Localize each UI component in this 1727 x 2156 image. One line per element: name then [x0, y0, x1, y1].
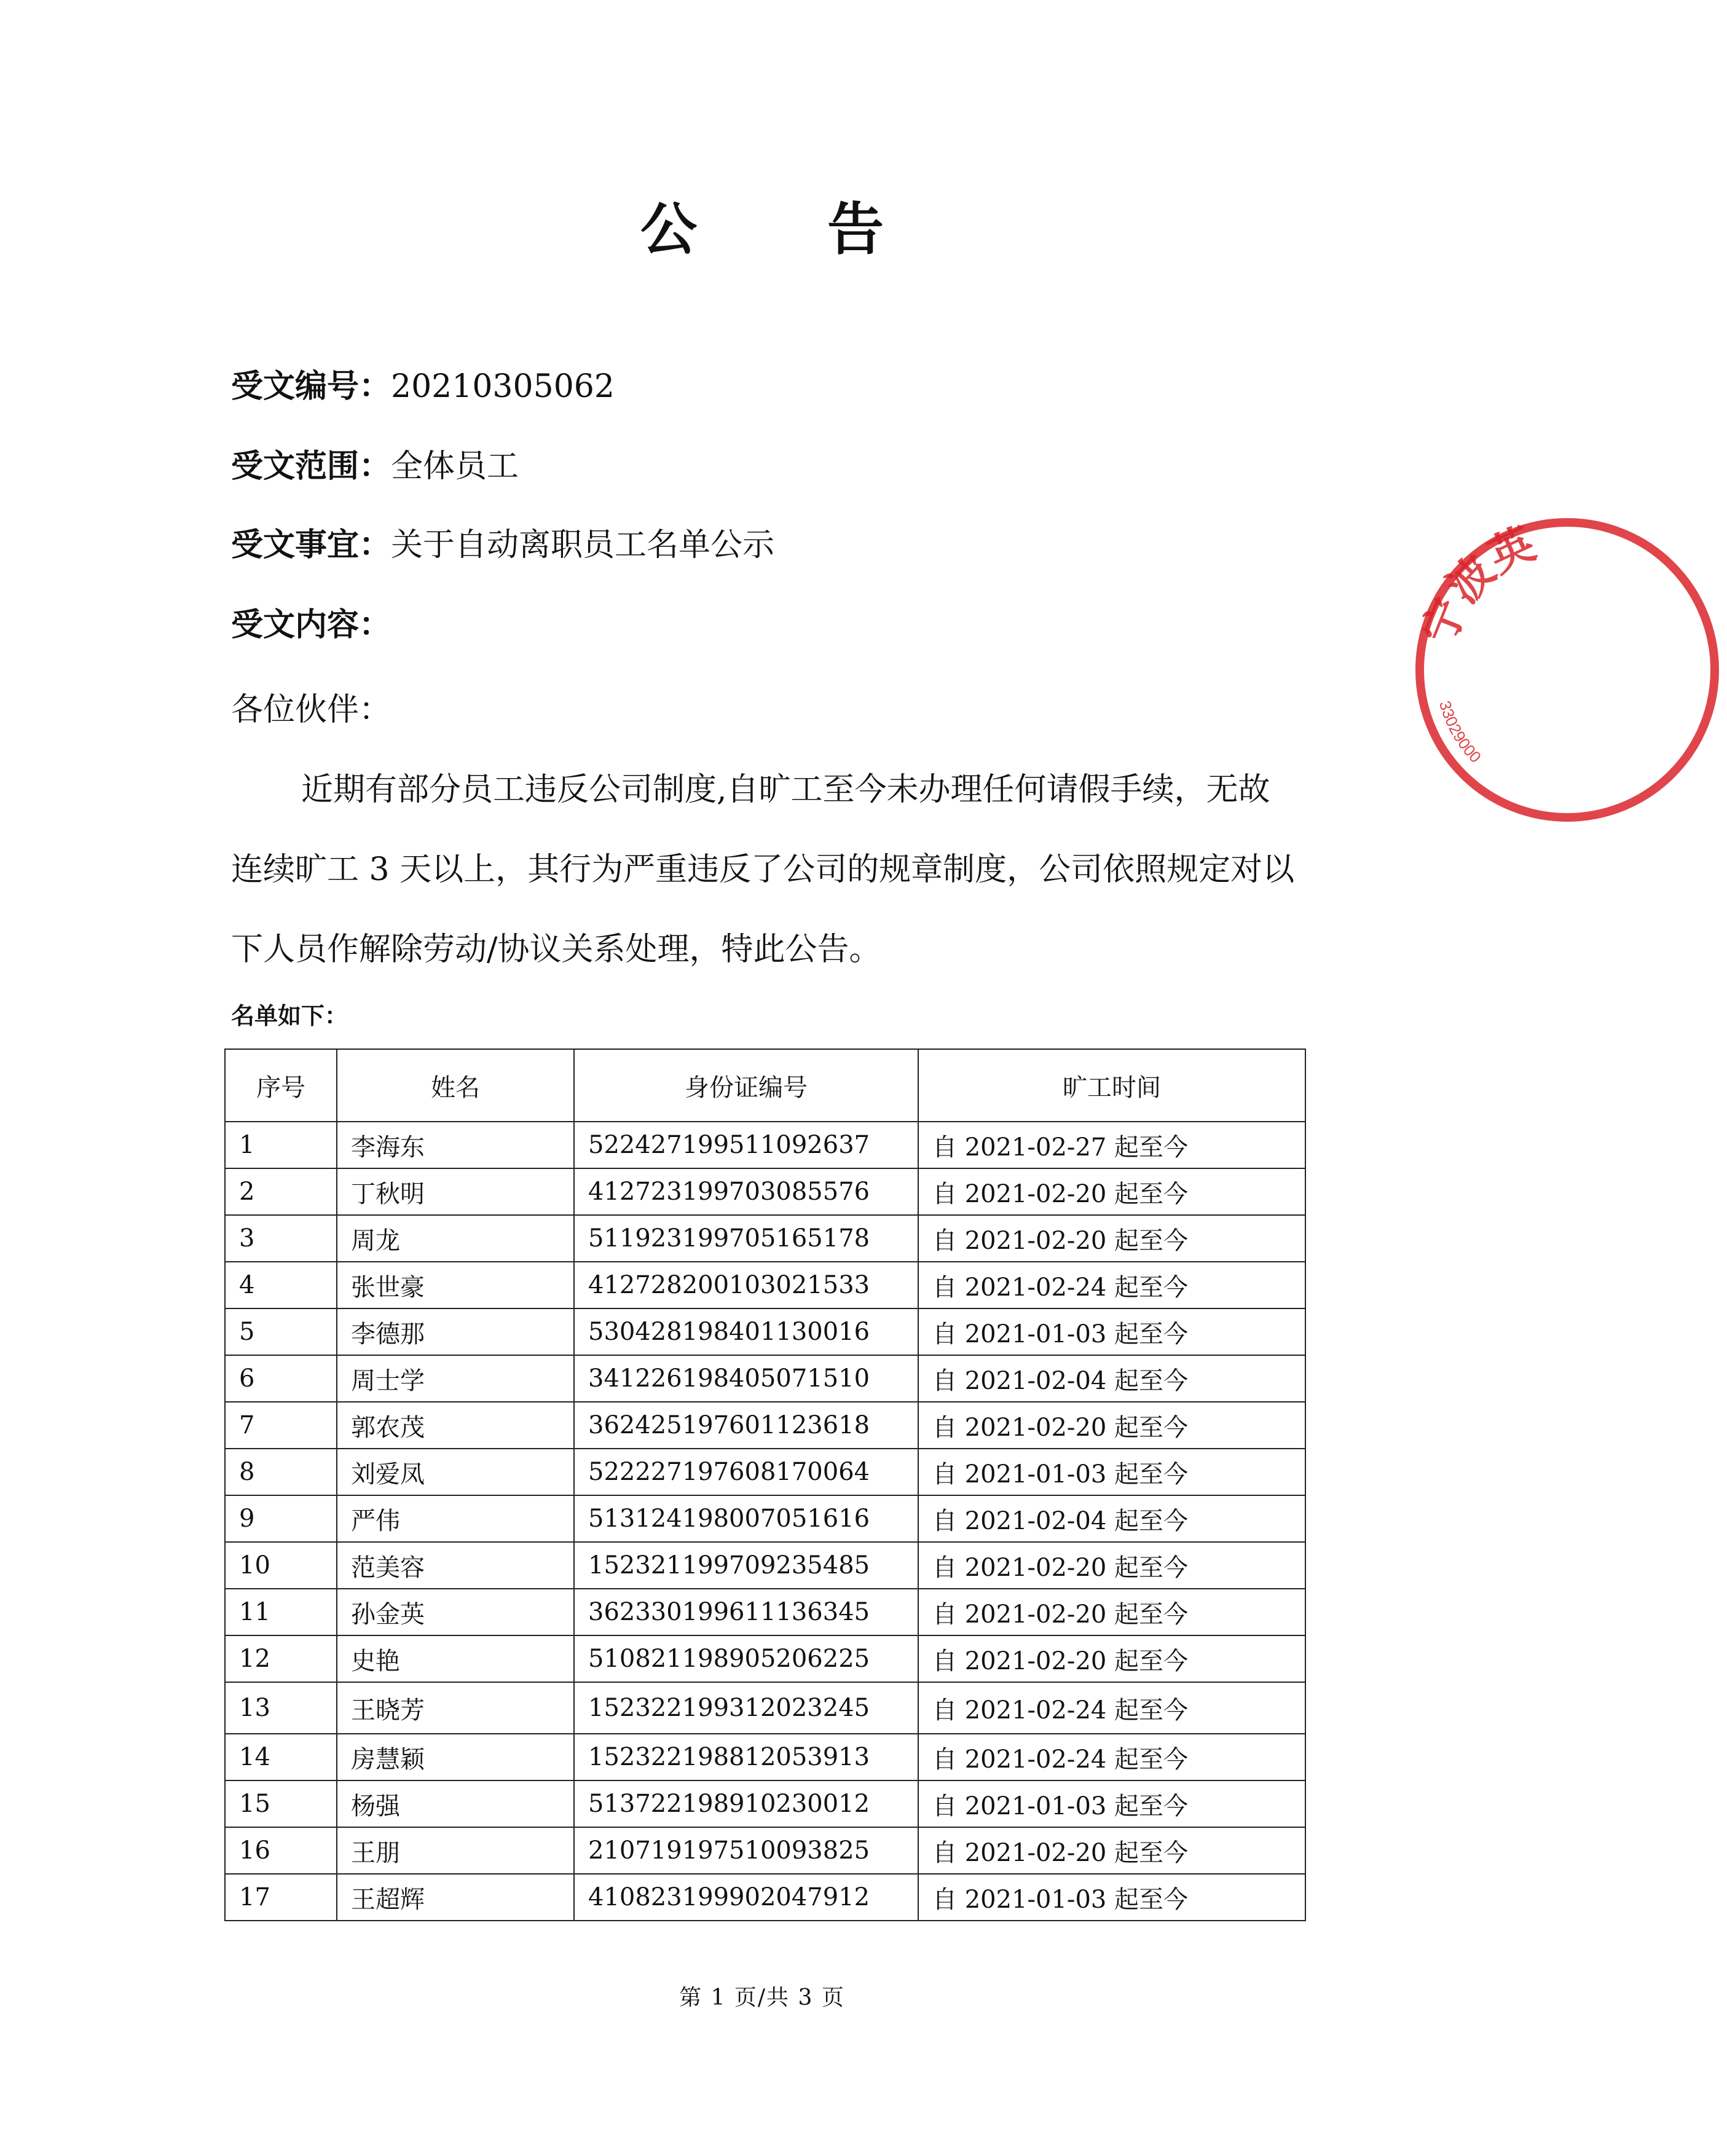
field-value: 关于自动离职员工名单公示: [391, 527, 775, 564]
field-content: [231, 605, 391, 645]
cell-index: 6: [225, 1355, 337, 1402]
seal-number: 33029000: [1435, 698, 1485, 766]
cell-index: 8: [225, 1449, 337, 1495]
cell-absence-date: 自 2021-02-24 起至今: [918, 1682, 1305, 1734]
field-doc-number: [231, 366, 615, 407]
table-row: [225, 1589, 1305, 1635]
greeting: 各位伙伴：: [231, 691, 391, 728]
employee-table: [224, 1048, 1306, 1921]
cell-absence-date: 自 2021-02-24 起至今: [918, 1262, 1305, 1308]
cell-name: 史艳: [337, 1635, 574, 1682]
table-row: [225, 1449, 1305, 1495]
table-row: [225, 1168, 1305, 1215]
cell-absence-date: 自 2021-02-20 起至今: [918, 1168, 1305, 1215]
field-label: 受文内容：: [231, 606, 391, 643]
table-row: [225, 1682, 1305, 1734]
page-title: 公 告: [640, 196, 940, 262]
cell-absence-date: 自 2021-02-20 起至今: [918, 1827, 1305, 1874]
header-id-number: 身份证编号: [574, 1049, 918, 1122]
header-index: 序号: [225, 1049, 337, 1122]
cell-name: 周士学: [337, 1355, 574, 1402]
table-row: [225, 1262, 1305, 1308]
field-value: 全体员工: [391, 448, 519, 485]
cell-index: 1: [225, 1122, 337, 1168]
body-paragraph: 近期有部分员工违反公司制度,自旷工至今未办理任何请假手续，无故连续旷工 3 天以上，其行为严重违反了公司的规章制度，公司依照规定对以下人员作解除劳动/协议关系处理，特此公告。: [231, 771, 1295, 968]
cell-absence-date: 自 2021-01-03 起至今: [918, 1874, 1305, 1921]
cell-index: 10: [225, 1542, 337, 1589]
field-label: 受文范围：: [231, 447, 391, 485]
table-row: [225, 1355, 1305, 1402]
cell-index: 16: [225, 1827, 337, 1874]
cell-name: 周龙: [337, 1215, 574, 1262]
cell-name: 王晓芳: [337, 1682, 574, 1734]
cell-id-number: 152322198812053913: [574, 1734, 918, 1780]
field-label: 受文事宜：: [231, 526, 391, 564]
cell-absence-date: 自 2021-02-20 起至今: [918, 1402, 1305, 1449]
cell-name: 孙金英: [337, 1589, 574, 1635]
cell-name: 郭农茂: [337, 1402, 574, 1449]
cell-id-number: 510821198905206225: [574, 1635, 918, 1682]
cell-absence-date: 自 2021-01-03 起至今: [918, 1780, 1305, 1827]
cell-name: 杨强: [337, 1780, 574, 1827]
cell-id-number: 410823199902047912: [574, 1874, 918, 1921]
header-name: 姓名: [337, 1049, 574, 1122]
svg-text:宁波英: [1414, 519, 1543, 651]
cell-index: 17: [225, 1874, 337, 1921]
table-row: [225, 1215, 1305, 1262]
cell-id-number: 522227197608170064: [574, 1449, 918, 1495]
cell-id-number: 341226198405071510: [574, 1355, 918, 1402]
cell-id-number: 362425197601123618: [574, 1402, 918, 1449]
cell-index: 3: [225, 1215, 337, 1262]
cell-absence-date: 自 2021-01-03 起至今: [918, 1308, 1305, 1355]
table-row: [225, 1635, 1305, 1682]
field-subject: [231, 525, 774, 565]
cell-id-number: 511923199705165178: [574, 1215, 918, 1262]
cell-id-number: 152322199312023245: [574, 1682, 918, 1734]
cell-name: 王超辉: [337, 1874, 574, 1921]
cell-absence-date: 自 2021-02-20 起至今: [918, 1542, 1305, 1589]
cell-index: 7: [225, 1402, 337, 1449]
table-row: [225, 1122, 1305, 1168]
table-row: [225, 1874, 1305, 1921]
table-row: [225, 1827, 1305, 1874]
table-row: [225, 1402, 1305, 1449]
field-label: 受文编号：: [231, 368, 391, 405]
cell-index: 13: [225, 1682, 337, 1734]
cell-index: 5: [225, 1308, 337, 1355]
table-header-row: [225, 1049, 1305, 1122]
field-scope: [231, 446, 519, 487]
cell-absence-date: 自 2021-02-20 起至今: [918, 1215, 1305, 1262]
company-seal: [1407, 510, 1727, 830]
field-value: 20210305062: [391, 368, 615, 405]
header-absence-date: 旷工时间: [918, 1049, 1305, 1122]
cell-name: 严伟: [337, 1495, 574, 1542]
cell-id-number: 513124198007051616: [574, 1495, 918, 1542]
cell-index: 12: [225, 1635, 337, 1682]
table-row: [225, 1734, 1305, 1780]
cell-name: 王朋: [337, 1827, 574, 1874]
cell-id-number: 362330199611136345: [574, 1589, 918, 1635]
cell-name: 房慧颖: [337, 1734, 574, 1780]
cell-name: 刘爱凤: [337, 1449, 574, 1495]
cell-name: 范美容: [337, 1542, 574, 1589]
cell-name: 李德那: [337, 1308, 574, 1355]
cell-id-number: 530428198401130016: [574, 1308, 918, 1355]
cell-id-number: 513722198910230012: [574, 1780, 918, 1827]
cell-absence-date: 自 2021-02-04 起至今: [918, 1495, 1305, 1542]
cell-absence-date: 自 2021-02-20 起至今: [918, 1589, 1305, 1635]
cell-absence-date: 自 2021-02-20 起至今: [918, 1635, 1305, 1682]
cell-id-number: 210719197510093825: [574, 1827, 918, 1874]
cell-id-number: 522427199511092637: [574, 1122, 918, 1168]
cell-name: 李海东: [337, 1122, 574, 1168]
cell-index: 14: [225, 1734, 337, 1780]
page-number: 第 1 页/共 3 页: [679, 1985, 845, 2010]
cell-absence-date: 自 2021-02-27 起至今: [918, 1122, 1305, 1168]
table-row: [225, 1542, 1305, 1589]
table-row: [225, 1495, 1305, 1542]
list-heading: 名单如下：: [231, 1002, 348, 1029]
table-row: [225, 1780, 1305, 1827]
cell-index: 9: [225, 1495, 337, 1542]
cell-index: 11: [225, 1589, 337, 1635]
cell-name: 丁秋明: [337, 1168, 574, 1215]
cell-id-number: 412728200103021533: [574, 1262, 918, 1308]
cell-absence-date: 自 2021-02-04 起至今: [918, 1355, 1305, 1402]
cell-index: 4: [225, 1262, 337, 1308]
cell-name: 张世豪: [337, 1262, 574, 1308]
cell-index: 15: [225, 1780, 337, 1827]
cell-id-number: 412723199703085576: [574, 1168, 918, 1215]
cell-index: 2: [225, 1168, 337, 1215]
table-row: [225, 1308, 1305, 1355]
cell-absence-date: 自 2021-02-24 起至今: [918, 1734, 1305, 1780]
cell-absence-date: 自 2021-01-03 起至今: [918, 1449, 1305, 1495]
cell-id-number: 152321199709235485: [574, 1542, 918, 1589]
seal-text: 宁波英: [1414, 519, 1543, 651]
